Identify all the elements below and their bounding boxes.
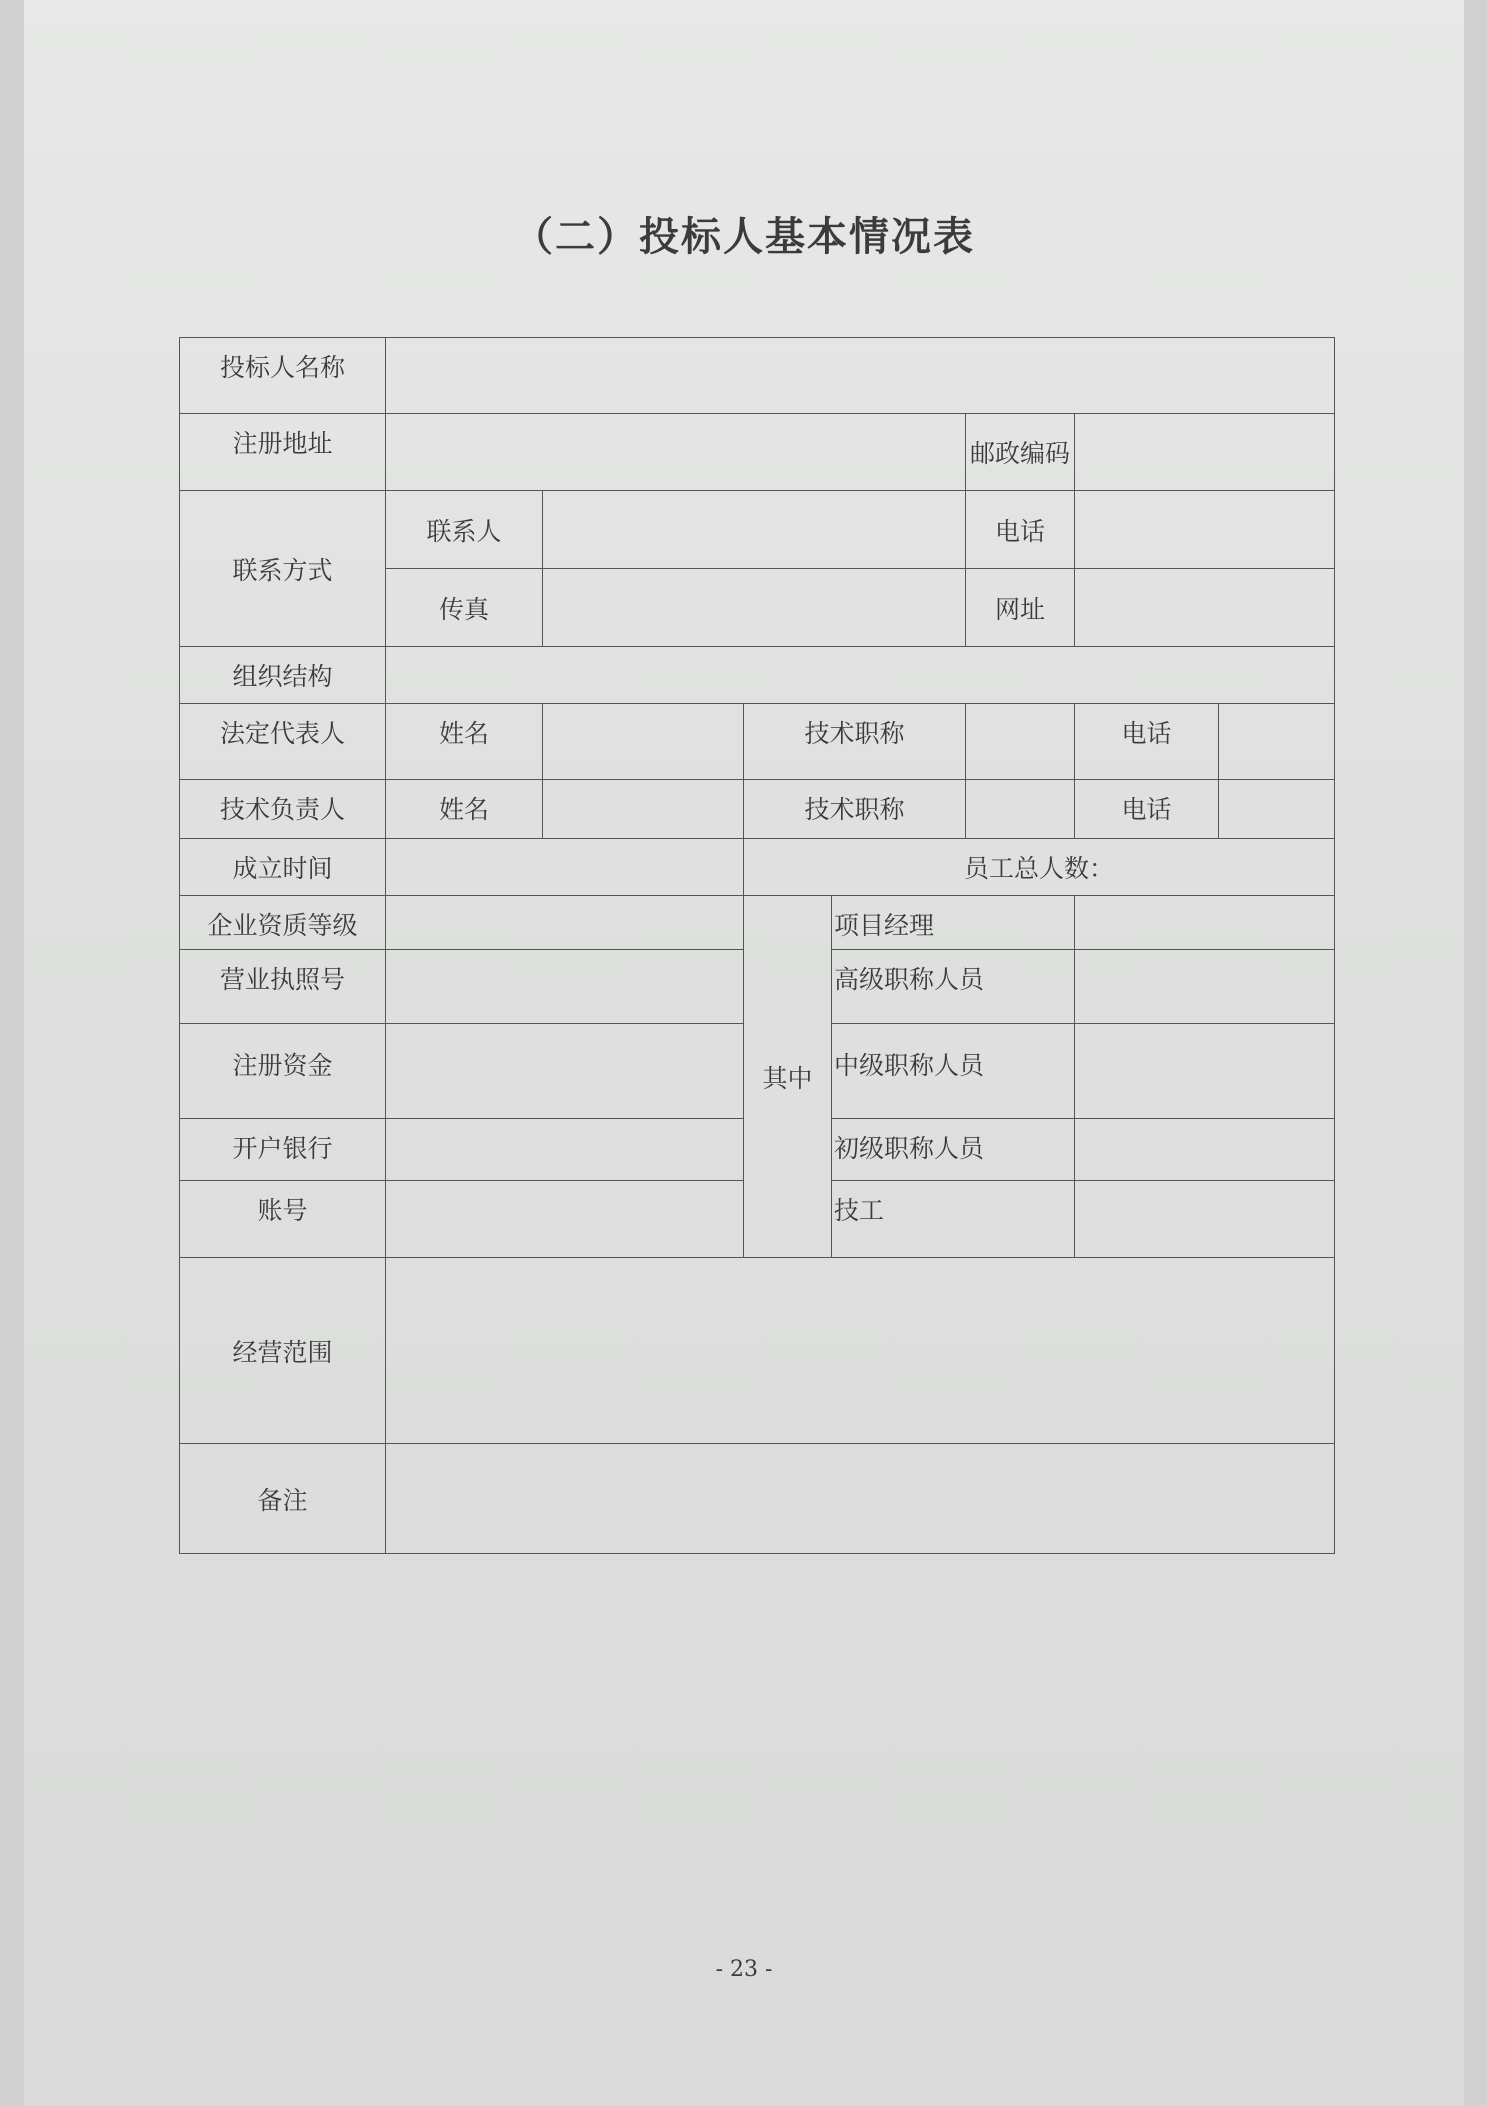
label-contact-person: 联系人 (386, 491, 543, 569)
field-business-license[interactable] (386, 950, 744, 1024)
field-established[interactable] (386, 839, 744, 896)
field-account[interactable] (386, 1181, 744, 1258)
label-project-manager: 项目经理 (832, 896, 1075, 950)
label-organization: 组织结构 (180, 647, 386, 704)
field-project-manager[interactable] (1075, 896, 1335, 950)
table-row (180, 1258, 1335, 1444)
field-qualification-level[interactable] (386, 896, 744, 950)
table-row (180, 414, 1335, 491)
label-tech-lead: 技术负责人 (180, 780, 386, 839)
label-registered-address: 注册地址 (180, 414, 386, 491)
field-legal-rep-tech-title[interactable] (966, 704, 1075, 780)
field-bank[interactable] (386, 1119, 744, 1181)
field-fax[interactable] (543, 569, 966, 647)
table-row (180, 491, 1335, 569)
label-junior-staff: 初级职称人员 (832, 1119, 1075, 1181)
label-of-which: 其中 (744, 896, 832, 1258)
label-legal-rep: 法定代表人 (180, 704, 386, 780)
page-title: （二）投标人基本情况表 (513, 213, 975, 260)
label-remarks: 备注 (180, 1444, 386, 1554)
field-tech-lead-tech-title[interactable] (966, 780, 1075, 839)
label-qualification-level: 企业资质等级 (180, 896, 386, 950)
document-page (24, 0, 1464, 2105)
label-website: 网址 (966, 569, 1075, 647)
label-contact-phone: 电话 (966, 491, 1075, 569)
bidder-info-table (179, 337, 1335, 1554)
label-legal-rep-name: 姓名 (386, 704, 543, 780)
label-legal-rep-phone: 电话 (1075, 704, 1219, 780)
label-account: 账号 (180, 1181, 386, 1258)
page-number: - 23 - (715, 1957, 773, 1982)
label-business-scope: 经营范围 (180, 1258, 386, 1444)
label-total-staff: 员工总人数： (744, 839, 1335, 896)
label-legal-rep-tech-title: 技术职称 (744, 704, 966, 780)
field-technicians[interactable] (1075, 1181, 1335, 1258)
table-row (180, 338, 1335, 414)
table-row (180, 647, 1335, 704)
table-row (180, 839, 1335, 896)
field-postal-code[interactable] (1075, 414, 1335, 491)
table-row (180, 1444, 1335, 1554)
table-row (180, 780, 1335, 839)
label-established: 成立时间 (180, 839, 386, 896)
table-row (180, 896, 1335, 950)
label-registered-capital: 注册资金 (180, 1024, 386, 1119)
field-tech-lead-phone[interactable] (1219, 780, 1335, 839)
label-tech-lead-name: 姓名 (386, 780, 543, 839)
field-website[interactable] (1075, 569, 1335, 647)
label-bank: 开户银行 (180, 1119, 386, 1181)
label-technicians: 技工 (832, 1181, 1075, 1258)
field-registered-capital[interactable] (386, 1024, 744, 1119)
label-senior-staff: 高级职称人员 (832, 950, 1075, 1024)
field-middle-staff[interactable] (1075, 1024, 1335, 1119)
field-contact-phone[interactable] (1075, 491, 1335, 569)
label-tech-lead-tech-title: 技术职称 (744, 780, 966, 839)
label-business-license: 营业执照号 (180, 950, 386, 1024)
field-junior-staff[interactable] (1075, 1119, 1335, 1181)
field-senior-staff[interactable] (1075, 950, 1335, 1024)
field-tech-lead-name[interactable] (543, 780, 744, 839)
field-registered-address[interactable] (386, 414, 966, 491)
label-middle-staff: 中级职称人员 (832, 1024, 1075, 1119)
label-postal-code: 邮政编码 (966, 414, 1075, 491)
label-bidder-name: 投标人名称 (180, 338, 386, 414)
field-legal-rep-name[interactable] (543, 704, 744, 780)
field-contact-person[interactable] (543, 491, 966, 569)
field-remarks[interactable] (386, 1444, 1335, 1554)
field-legal-rep-phone[interactable] (1219, 704, 1335, 780)
field-business-scope[interactable] (386, 1258, 1335, 1444)
field-bidder-name[interactable] (386, 338, 1335, 414)
label-contact-method: 联系方式 (180, 491, 386, 647)
label-fax: 传真 (386, 569, 543, 647)
field-organization[interactable] (386, 647, 1335, 704)
label-tech-lead-phone: 电话 (1075, 780, 1219, 839)
table-row (180, 704, 1335, 780)
